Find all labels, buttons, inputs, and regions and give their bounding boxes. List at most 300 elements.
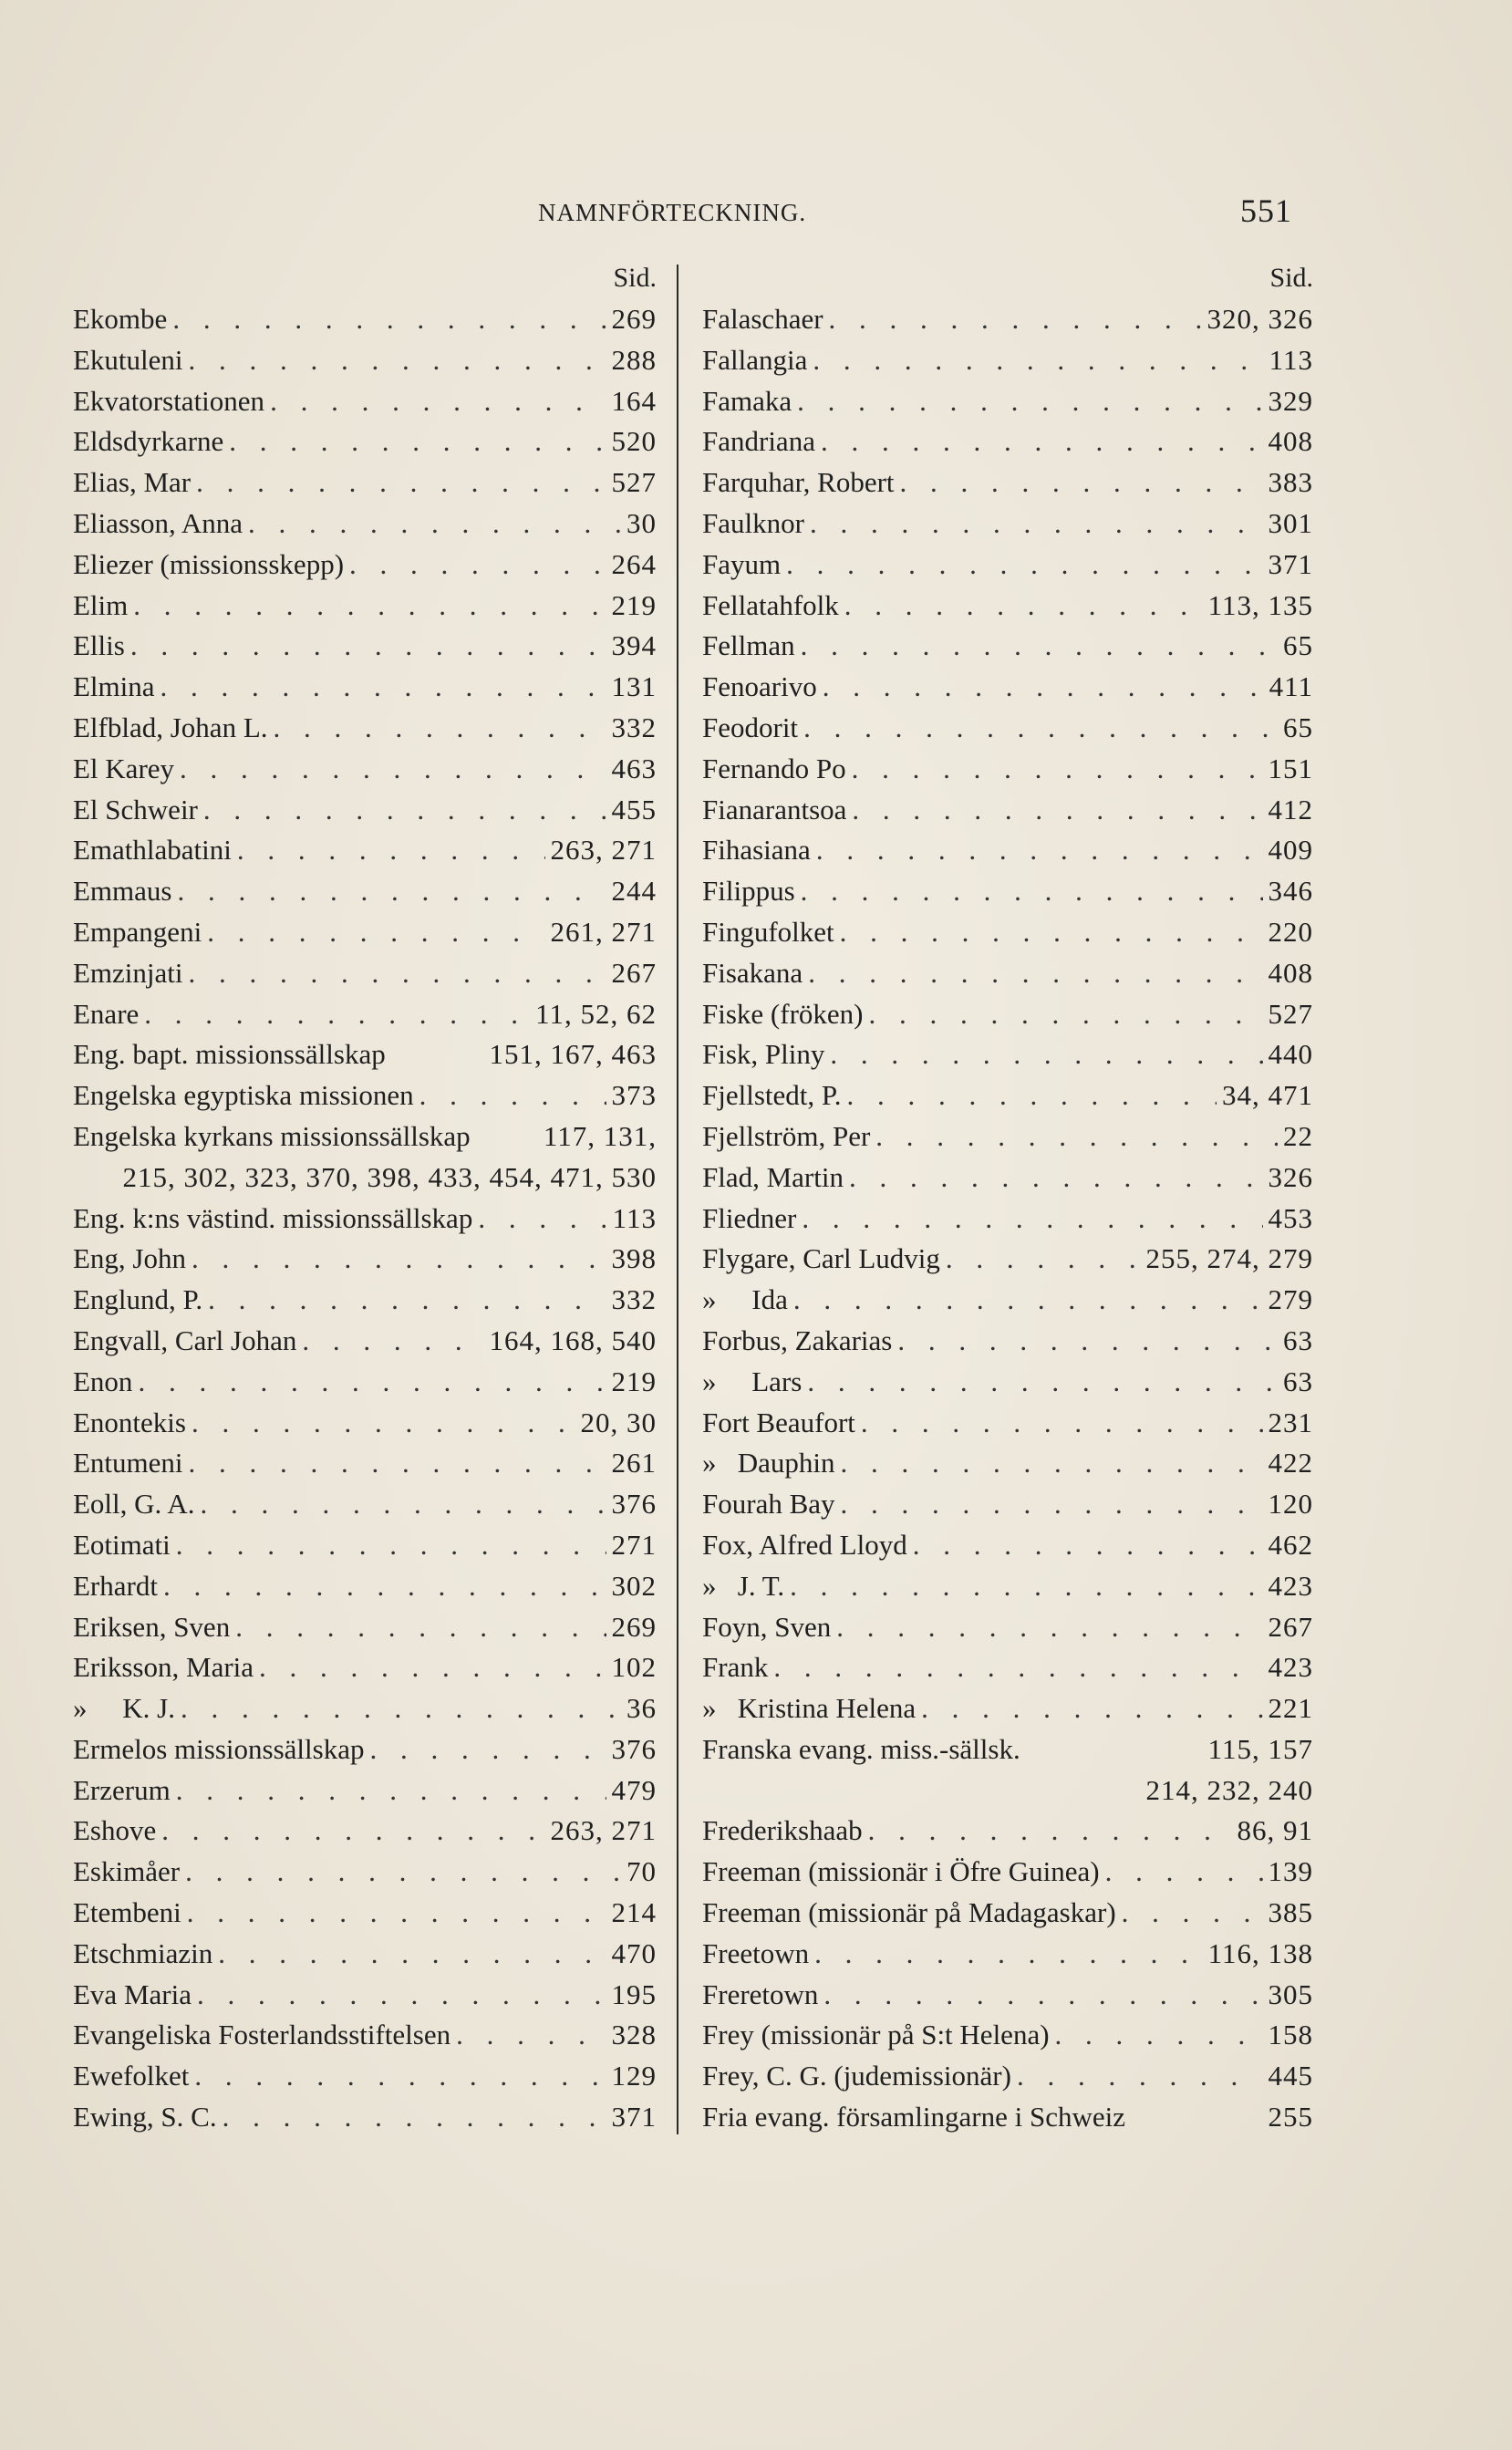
dot-leader — [478, 1199, 606, 1240]
index-entry — [73, 708, 657, 749]
dot-leader — [130, 626, 606, 667]
index-entry — [73, 2056, 657, 2097]
entry-pages: 328 — [611, 2019, 657, 2051]
dot-leader — [946, 1239, 1141, 1280]
index-entry — [73, 667, 657, 708]
index-entry — [73, 1075, 657, 1116]
index-entry — [702, 381, 1313, 422]
entry-name: Fjellström, Per — [702, 1119, 871, 1152]
index-entry — [702, 1280, 1313, 1321]
index-entry — [702, 545, 1313, 586]
entry-name: Elfblad, Johan L. — [73, 711, 268, 743]
index-entry — [73, 1975, 657, 2016]
index-entry — [73, 1688, 657, 1729]
dot-leader — [807, 1362, 1278, 1403]
entry-name: Eldsdyrkarne — [73, 425, 224, 458]
column-divider — [677, 265, 678, 2134]
entry-name: Erhardt — [73, 1569, 158, 1602]
entry-name: Freeman (missionär i Öfre Guinea) — [702, 1855, 1100, 1888]
entry-name: Enon — [73, 1365, 133, 1397]
index-entry — [702, 1199, 1313, 1240]
index-entry — [73, 1893, 657, 1934]
index-entry — [73, 749, 657, 790]
entry-pages: 86, 91 — [1237, 1814, 1313, 1847]
dot-leader — [161, 1811, 544, 1852]
entry-name: Fox, Alfred Lloyd — [702, 1528, 907, 1561]
index-entry — [702, 586, 1313, 627]
index-entry — [73, 1280, 657, 1321]
index-entry — [73, 626, 657, 667]
entry-name: » K. J. — [73, 1692, 175, 1725]
entry-pages: 422 — [1268, 1447, 1313, 1479]
sid-label-right: Sid. — [1269, 263, 1313, 293]
entry-name: Evangeliska Fosterlandsstiftelsen — [73, 2019, 451, 2051]
dot-leader — [189, 953, 606, 994]
entry-pages: 255, 274, 279 — [1145, 1242, 1313, 1275]
entry-pages: 255 — [1268, 2101, 1313, 2133]
dot-leader — [181, 1688, 621, 1729]
entry-pages: 269 — [611, 1610, 657, 1643]
entry-pages: 320, 326 — [1206, 303, 1313, 335]
dot-leader — [176, 1525, 606, 1566]
entry-name: Ekutuleni — [73, 343, 183, 376]
dot-leader — [237, 830, 545, 871]
entry-name: Fourah Bay — [702, 1488, 835, 1521]
entry-name: » Kristina Helena — [702, 1692, 917, 1725]
entry-pages: 423 — [1268, 1569, 1313, 1602]
entry-pages: 301 — [1268, 506, 1313, 539]
dot-leader — [456, 2015, 606, 2056]
entry-name: Fria evang. församlingarne i Schweiz — [702, 2101, 1125, 2133]
entry-name: Frank — [702, 1651, 769, 1684]
entry-pages: 527 — [1268, 997, 1313, 1030]
entry-pages: 462 — [1268, 1528, 1313, 1561]
entry-pages: 263, 271 — [550, 1814, 657, 1847]
index-entry — [702, 340, 1313, 381]
entry-name: Englund, P. — [73, 1283, 203, 1316]
entry-pages: 65 — [1283, 629, 1313, 662]
entry-name: Frey (missionär på S:t Helena) — [702, 2019, 1050, 2051]
entry-name: Fellatahfolk — [702, 588, 839, 621]
entry-name: Ekombe — [73, 303, 168, 335]
left-entries-list — [73, 299, 657, 2138]
dot-leader — [1055, 2015, 1263, 2056]
index-entry — [73, 953, 657, 994]
index-entry — [73, 340, 657, 381]
index-entry — [702, 912, 1313, 953]
index-entry — [73, 1484, 657, 1525]
entry-pages: 302 — [611, 1569, 657, 1602]
entry-pages: 20, 30 — [580, 1406, 657, 1438]
index-entry — [702, 1688, 1313, 1729]
dot-leader — [868, 1811, 1232, 1852]
dot-leader — [194, 2056, 606, 2097]
index-entry — [73, 1729, 657, 1770]
index-entry — [702, 2097, 1313, 2138]
entry-name: Fellman — [702, 629, 795, 662]
entry-name: Fianarantsoa — [702, 793, 847, 825]
dot-leader — [803, 708, 1278, 749]
entry-pages: 398 — [611, 1242, 657, 1275]
entry-name: Enontekis — [73, 1406, 186, 1438]
entry-name: » J. T. — [702, 1569, 785, 1602]
index-entry — [702, 708, 1313, 749]
dot-leader — [823, 1975, 1262, 2016]
dot-leader — [801, 626, 1278, 667]
entry-pages: 279 — [1268, 1283, 1313, 1316]
entry-name: Etschmiazin — [73, 1936, 213, 1969]
entry-name: Eriksen, Sven — [73, 1610, 231, 1643]
entry-name: Freetown — [702, 1936, 810, 1969]
entry-name: Freeman (missionär på Madagaskar) — [702, 1896, 1116, 1929]
entry-pages: 373 — [611, 1079, 657, 1112]
entry-pages: 139 — [1268, 1855, 1313, 1888]
index-entry — [702, 1403, 1313, 1444]
entry-pages: 453 — [1268, 1201, 1313, 1234]
entry-pages: 445 — [1268, 2060, 1313, 2092]
entry-name: Freretown — [702, 1978, 819, 2010]
index-entry — [702, 667, 1313, 708]
entry-pages: 264 — [611, 547, 657, 580]
entry-pages: 219 — [611, 588, 657, 621]
dot-leader — [897, 1321, 1278, 1362]
entry-pages: 22 — [1283, 1119, 1313, 1152]
entry-pages: 158 — [1268, 2019, 1313, 2051]
dot-leader — [810, 503, 1263, 545]
entry-name: Fisk, Pliny — [702, 1038, 825, 1071]
entry-pages: 455 — [611, 793, 657, 825]
entry-name: » Ida — [702, 1283, 788, 1316]
index-entry — [702, 1566, 1313, 1607]
entry-name: Flad, Martin — [702, 1160, 844, 1193]
entry-pages: 371 — [611, 2101, 657, 2133]
entry-pages: 221 — [1268, 1692, 1313, 1725]
entry-pages: 120 — [1268, 1488, 1313, 1521]
entry-pages: 376 — [611, 1732, 657, 1765]
entry-name: Foyn, Sven — [702, 1610, 832, 1643]
index-entry — [73, 1403, 657, 1444]
dot-leader — [161, 667, 606, 708]
entry-name: Fenoarivo — [702, 670, 817, 703]
index-entry — [73, 1321, 657, 1362]
entry-name: Fandriana — [702, 425, 815, 458]
entry-pages: 329 — [1268, 384, 1313, 417]
dot-leader — [829, 299, 1202, 340]
dot-leader — [163, 1566, 606, 1607]
entry-name: Eng, John — [73, 1242, 186, 1275]
index-entry — [73, 1770, 657, 1812]
entry-name: Forbus, Zakarias — [702, 1324, 893, 1356]
entry-pages: 267 — [1268, 1610, 1313, 1643]
dot-leader — [852, 749, 1263, 790]
entry-pages: 411 — [1269, 670, 1313, 703]
entry-name: Fallangia — [702, 343, 808, 376]
entry-name: Faulknor — [702, 506, 804, 539]
index-entry — [73, 299, 657, 340]
dot-leader — [808, 953, 1262, 994]
index-entry-continuation: 215, 302, 323, 370, 398, 433, 454, 471, 530 — [122, 1160, 657, 1193]
dot-leader — [841, 1443, 1263, 1484]
entry-name: Farquhar, Robert — [702, 466, 895, 499]
entry-pages: 383 — [1268, 466, 1313, 499]
entry-name: Franska evang. miss.-sällsk. — [702, 1732, 1020, 1765]
dot-leader — [900, 462, 1263, 503]
entry-pages: 271 — [611, 1528, 657, 1561]
dot-leader — [821, 421, 1263, 462]
entry-name: Eng. k:ns västind. missionssällskap — [73, 1201, 473, 1234]
entry-pages: 30 — [627, 506, 657, 539]
dot-leader — [207, 912, 544, 953]
entry-name: Engvall, Carl Johan — [73, 1324, 297, 1356]
dot-leader — [841, 1484, 1263, 1525]
index-entry — [702, 1321, 1313, 1362]
index-entry — [73, 1852, 657, 1893]
index-entry — [702, 1934, 1313, 1975]
entry-name: Eng. bapt. missionssällskap — [73, 1038, 386, 1071]
dot-leader — [172, 299, 606, 340]
dot-leader — [823, 667, 1264, 708]
dot-leader — [270, 381, 606, 422]
dot-leader — [1122, 1893, 1263, 1934]
entry-pages: 288 — [611, 343, 657, 376]
index-entry — [73, 1443, 657, 1484]
dot-leader — [138, 1362, 606, 1403]
entry-name: Eotimati — [73, 1528, 171, 1561]
dot-leader — [349, 545, 606, 586]
entry-name: Fjellstedt, P. — [702, 1079, 842, 1112]
entry-name: Entumeni — [73, 1447, 183, 1479]
entry-pages: 151, 167, 463 — [489, 1038, 657, 1071]
dot-leader — [816, 830, 1263, 871]
entry-pages: 326 — [1268, 1160, 1313, 1193]
right-index-column — [702, 257, 1313, 2138]
dot-leader — [793, 1280, 1263, 1321]
index-entry — [702, 871, 1313, 912]
entry-pages: 34, 471 — [1222, 1079, 1313, 1112]
index-entry — [702, 1034, 1313, 1075]
entry-name: Fingufolket — [702, 915, 834, 948]
entry-name: Eshove — [73, 1814, 157, 1847]
entry-pages: 394 — [611, 629, 657, 662]
entry-name: Fisakana — [702, 956, 803, 989]
running-header-title: NAMNFÖRTECKNING. — [538, 199, 807, 226]
entry-pages: 129 — [611, 2060, 657, 2092]
index-entry — [702, 1647, 1313, 1688]
dot-leader — [813, 340, 1263, 381]
entry-pages: 423 — [1268, 1651, 1313, 1684]
entry-name: Fihasiana — [702, 834, 811, 867]
entry-pages: 346 — [1268, 875, 1313, 908]
index-entry — [702, 994, 1313, 1035]
index-entry — [73, 381, 657, 422]
dot-leader — [1105, 1852, 1263, 1893]
index-entry — [702, 1525, 1313, 1566]
index-entry — [702, 1484, 1313, 1525]
entry-pages: 269 — [611, 303, 657, 335]
entry-pages: 261, 271 — [550, 915, 657, 948]
entry-name: Eriksson, Maria — [73, 1651, 254, 1684]
dot-leader — [836, 1607, 1262, 1648]
right-entries-list — [702, 299, 1313, 2138]
entry-name: Filippus — [702, 875, 795, 908]
entry-pages: 376 — [611, 1488, 657, 1521]
entry-pages: 520 — [611, 425, 657, 458]
entry-pages: 116, 138 — [1207, 1936, 1313, 1969]
page-number: 551 — [1240, 192, 1292, 229]
entry-name: Eliasson, Anna — [73, 506, 243, 539]
index-entry — [73, 1034, 657, 1075]
index-entry — [702, 299, 1313, 340]
index-entry — [702, 1729, 1313, 1770]
entry-name: Elim — [73, 588, 129, 621]
entry-pages: 470 — [611, 1936, 657, 1969]
dot-leader — [801, 871, 1263, 912]
index-entry — [73, 2015, 657, 2056]
entry-name: Fernando Po — [702, 752, 846, 784]
entry-pages: 117, 131, — [543, 1119, 657, 1152]
index-entry — [702, 1116, 1313, 1158]
entry-pages: 409 — [1268, 834, 1313, 867]
index-entry — [702, 790, 1313, 831]
dot-leader — [196, 462, 606, 503]
entry-pages: 164 — [611, 384, 657, 417]
dot-leader — [192, 1403, 575, 1444]
entry-pages: 11, 52, 62 — [535, 997, 657, 1030]
entry-name: Emzinjati — [73, 956, 183, 989]
entry-pages: 164, 168, 540 — [489, 1324, 657, 1356]
dot-leader — [846, 1075, 1217, 1116]
entry-name: Frederikshaab — [702, 1814, 863, 1847]
entry-name: Ewefolket — [73, 2060, 190, 2092]
entry-name: Elias, Mar — [73, 466, 192, 499]
dot-leader — [875, 1116, 1278, 1158]
index-entry — [73, 871, 657, 912]
dot-leader — [176, 1770, 606, 1812]
index-entry — [73, 1239, 657, 1280]
dot-leader — [248, 503, 621, 545]
entry-pages: 408 — [1268, 425, 1313, 458]
index-entry — [702, 1239, 1313, 1280]
entry-name: Flygare, Carl Ludvig — [702, 1242, 940, 1275]
index-entry — [702, 462, 1313, 503]
left-index-column — [73, 257, 657, 2138]
index-entry — [702, 1362, 1313, 1403]
entry-pages: 36 — [627, 1692, 657, 1725]
entry-pages: 63 — [1283, 1365, 1313, 1397]
entry-pages: 102 — [611, 1651, 657, 1684]
dot-leader — [185, 1852, 621, 1893]
entry-name: Eliezer (missionsskepp) — [73, 547, 345, 580]
entry-name: Frey, C. G. (judemissionär) — [702, 2060, 1011, 2092]
entry-pages: 440 — [1268, 1038, 1313, 1071]
index-entry — [73, 421, 657, 462]
dot-leader — [274, 708, 606, 749]
index-entry — [73, 462, 657, 503]
index-entry — [702, 1158, 1313, 1199]
entry-name: Ellis — [73, 629, 125, 662]
entry-pages: 332 — [611, 711, 657, 743]
index-entry — [702, 953, 1313, 994]
dot-leader — [203, 790, 606, 831]
dot-leader — [419, 1075, 606, 1116]
index-entry — [702, 1443, 1313, 1484]
entry-pages: 261 — [611, 1447, 657, 1479]
dot-leader — [259, 1647, 606, 1688]
index-entry — [702, 2056, 1313, 2097]
dot-leader — [844, 586, 1203, 627]
dot-leader — [868, 994, 1262, 1035]
entry-pages: 113 — [612, 1201, 657, 1234]
dot-leader — [921, 1688, 1262, 1729]
entry-pages: 151 — [1268, 752, 1313, 784]
index-entry — [702, 1893, 1313, 1934]
index-entry — [73, 1199, 657, 1240]
entry-pages: 195 — [611, 1978, 657, 2010]
entry-pages: 214 — [611, 1896, 657, 1929]
entry-name: Fort Beaufort — [702, 1406, 855, 1438]
entry-name: Eva Maria — [73, 1978, 192, 2010]
index-entry — [73, 1607, 657, 1648]
dot-leader — [144, 994, 530, 1035]
entry-name: Empangeni — [73, 915, 202, 948]
entry-pages: 263, 271 — [550, 834, 657, 867]
dot-leader — [1017, 2056, 1263, 2097]
entry-pages: 527 — [611, 466, 657, 499]
entry-name: Erzerum — [73, 1773, 171, 1806]
index-entry — [73, 1647, 657, 1688]
index-entry — [702, 503, 1313, 545]
entry-name: Emmaus — [73, 875, 172, 908]
index-entry — [73, 2097, 657, 2138]
dot-leader — [302, 1321, 483, 1362]
entry-name: Emathlabatini — [73, 834, 232, 867]
dot-leader — [814, 1934, 1203, 1975]
dot-leader — [235, 1607, 606, 1648]
index-entry — [702, 1811, 1313, 1852]
entry-name: Fliedner — [702, 1201, 797, 1234]
index-entry — [73, 1116, 657, 1158]
index-entry — [73, 1362, 657, 1403]
dot-leader — [840, 912, 1263, 953]
entry-pages: 463 — [611, 752, 657, 784]
dot-leader — [197, 1975, 606, 2016]
dot-leader — [852, 790, 1262, 831]
entry-name: Eskimåer — [73, 1855, 181, 1888]
dot-leader — [180, 749, 606, 790]
entry-name: Etembeni — [73, 1896, 181, 1929]
index-entry — [702, 749, 1313, 790]
index-entry — [702, 1075, 1313, 1116]
index-entry — [702, 1852, 1313, 1893]
dot-leader — [187, 1893, 606, 1934]
entry-name: » Dauphin — [702, 1447, 835, 1479]
entry-name: Fiske (fröken) — [702, 997, 864, 1030]
index-entry — [702, 1607, 1313, 1648]
dot-leader — [218, 1934, 606, 1975]
dot-leader — [189, 340, 606, 381]
dot-leader — [192, 1239, 606, 1280]
entry-pages: 113, 135 — [1207, 588, 1313, 621]
index-entry — [702, 1975, 1313, 2016]
dot-leader — [178, 871, 606, 912]
dot-leader — [208, 1280, 606, 1321]
index-entry — [702, 421, 1313, 462]
entry-name: Ekvatorstationen — [73, 384, 265, 417]
entry-name: Fayum — [702, 547, 782, 580]
entry-name: Elmina — [73, 670, 155, 703]
entry-pages: 113 — [1269, 343, 1313, 376]
entry-pages: 408 — [1268, 956, 1313, 989]
